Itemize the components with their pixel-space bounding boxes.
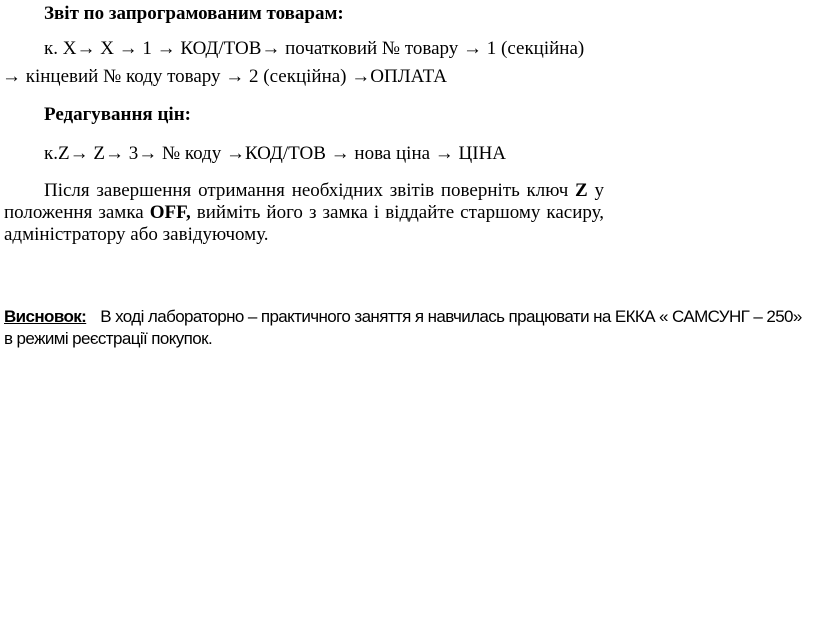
price-editing-sequence: к.Z→ Z→ 3→ № коду →КОД/ТОВ → нова ціна → ЦІНА <box>44 143 507 164</box>
conclusion-paragraph <box>4 306 812 350</box>
instruction-text-after: вийміть його з замка і віддайте старшому касиру, адміністратору або завідуючому. <box>4 202 604 245</box>
instruction-text-before-key: Після завершення отримання необхідних звітів поверніть ключ <box>44 180 576 201</box>
instruction-paragraph <box>4 180 604 246</box>
price-editing-heading: Редагування цін: <box>44 104 191 125</box>
report-sequence-line-1: к. Х→ Х → 1 → КОД/ТОВ→ початковий № товару → 1 (секційна) <box>44 38 585 59</box>
conclusion-label: Висновок: <box>4 307 87 326</box>
report-programmed-goods-heading: Звіт по запрограмованим товарам: <box>44 3 344 24</box>
report-sequence-line-2: → кінцевий № коду товару → 2 (секційна) →ОПЛАТА <box>2 66 448 87</box>
instruction-text-middle: у положення замка <box>4 180 604 223</box>
instruction-key-name: Z <box>575 180 588 201</box>
conclusion-text: В ході лабораторно – практичного заняття я навчилась працювати на ЕККА « САМСУНГ – 250» в режимі реєстрації покупок. <box>4 307 802 348</box>
instruction-lock-position: OFF, <box>149 202 191 223</box>
